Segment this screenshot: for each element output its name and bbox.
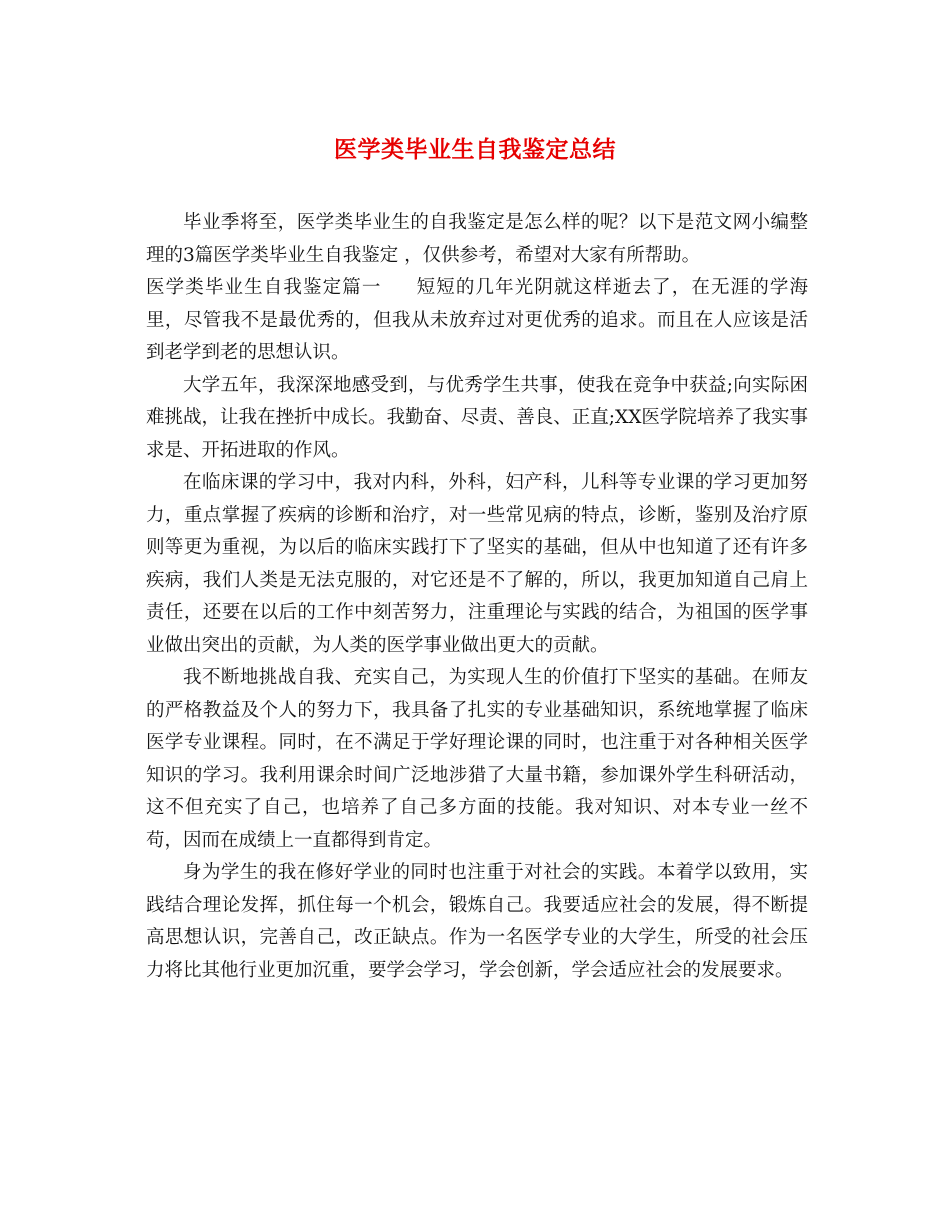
section-text: 短短的几年光阴就这样逝去了，在无涯的学海里，尽管我不是最优秀的，但我从未放弃过对更优秀的追求。而且在人应该是活到老学到老的思想认识。 bbox=[146, 277, 808, 363]
paragraph-university-years: 大学五年，我深深地感受到，与优秀学生共事，使我在竞争中获益;向实际困难挑战，让我在挫折中成长。我勤奋、尽责、善良、正直;XX医学院培养了我实事求是、开拓进取的作风。 bbox=[146, 374, 808, 461]
paragraph-social-practice: 身为学生的我在修好学业的同时也注重于对社会的实践。本着学以致用，实践结合理论发挥，抓住每一个机会，锻炼自己。我要适应社会的发展，得不断提高思想认识，完善自己，改正缺点。作为一名医学专业的大学生，所受的社会压力将比其他行业更加沉重，要学会学习，学会创新，学会适应社会的发展要求。 bbox=[146, 862, 808, 981]
paragraph-self-challenge: 我不断地挑战自我、充实自己，为实现人生的价值打下坚实的基础。在师友的严格教益及个人的努力下，我具备了扎实的专业基础知识，系统地掌握了临床医学专业课程。同时，在不满足于学好理论课的同时，也注重于对各种相关医学知识的学习。我利用课余时间广泛地涉猎了大量书籍，参加课外学生科研活动，这不但充实了自己，也培养了自己多方面的技能。我对知识、对本专业一丝不苟，因而在成绩上一直都得到肯定。 bbox=[146, 667, 808, 851]
paragraph-clinical-study: 在临床课的学习中，我对内科，外科，妇产科，儿科等专业课的学习更加努力，重点掌握了疾病的诊断和治疗，对一些常见病的特点，诊断，鉴别及治疗原则等更为重视，为以后的临床实践打下了坚实的基础，但从中也知道了还有许多疾病，我们人类是无法克服的，对它还是不了解的，所以，我更加知道自己肩上责任，还要在以后的工作中刻苦努力，注重理论与实践的结合，为祖国的医学事业做出突出的贡献，为人类的医学事业做出更大的贡献。 bbox=[146, 472, 808, 656]
section-heading: 医学类毕业生自我鉴定篇一 bbox=[146, 277, 382, 298]
page-title: 医学类毕业生自我鉴定总结 bbox=[334, 136, 616, 163]
document-body bbox=[146, 207, 808, 987]
paragraph-intro: 毕业季将至，医学类毕业生的自我鉴定是怎么样的呢？以下是范文网小编整理的3篇医学类毕业生自我鉴定 ，仅供参考，希望对大家有所帮助。 bbox=[146, 212, 808, 266]
paragraph-section-one bbox=[146, 272, 808, 370]
